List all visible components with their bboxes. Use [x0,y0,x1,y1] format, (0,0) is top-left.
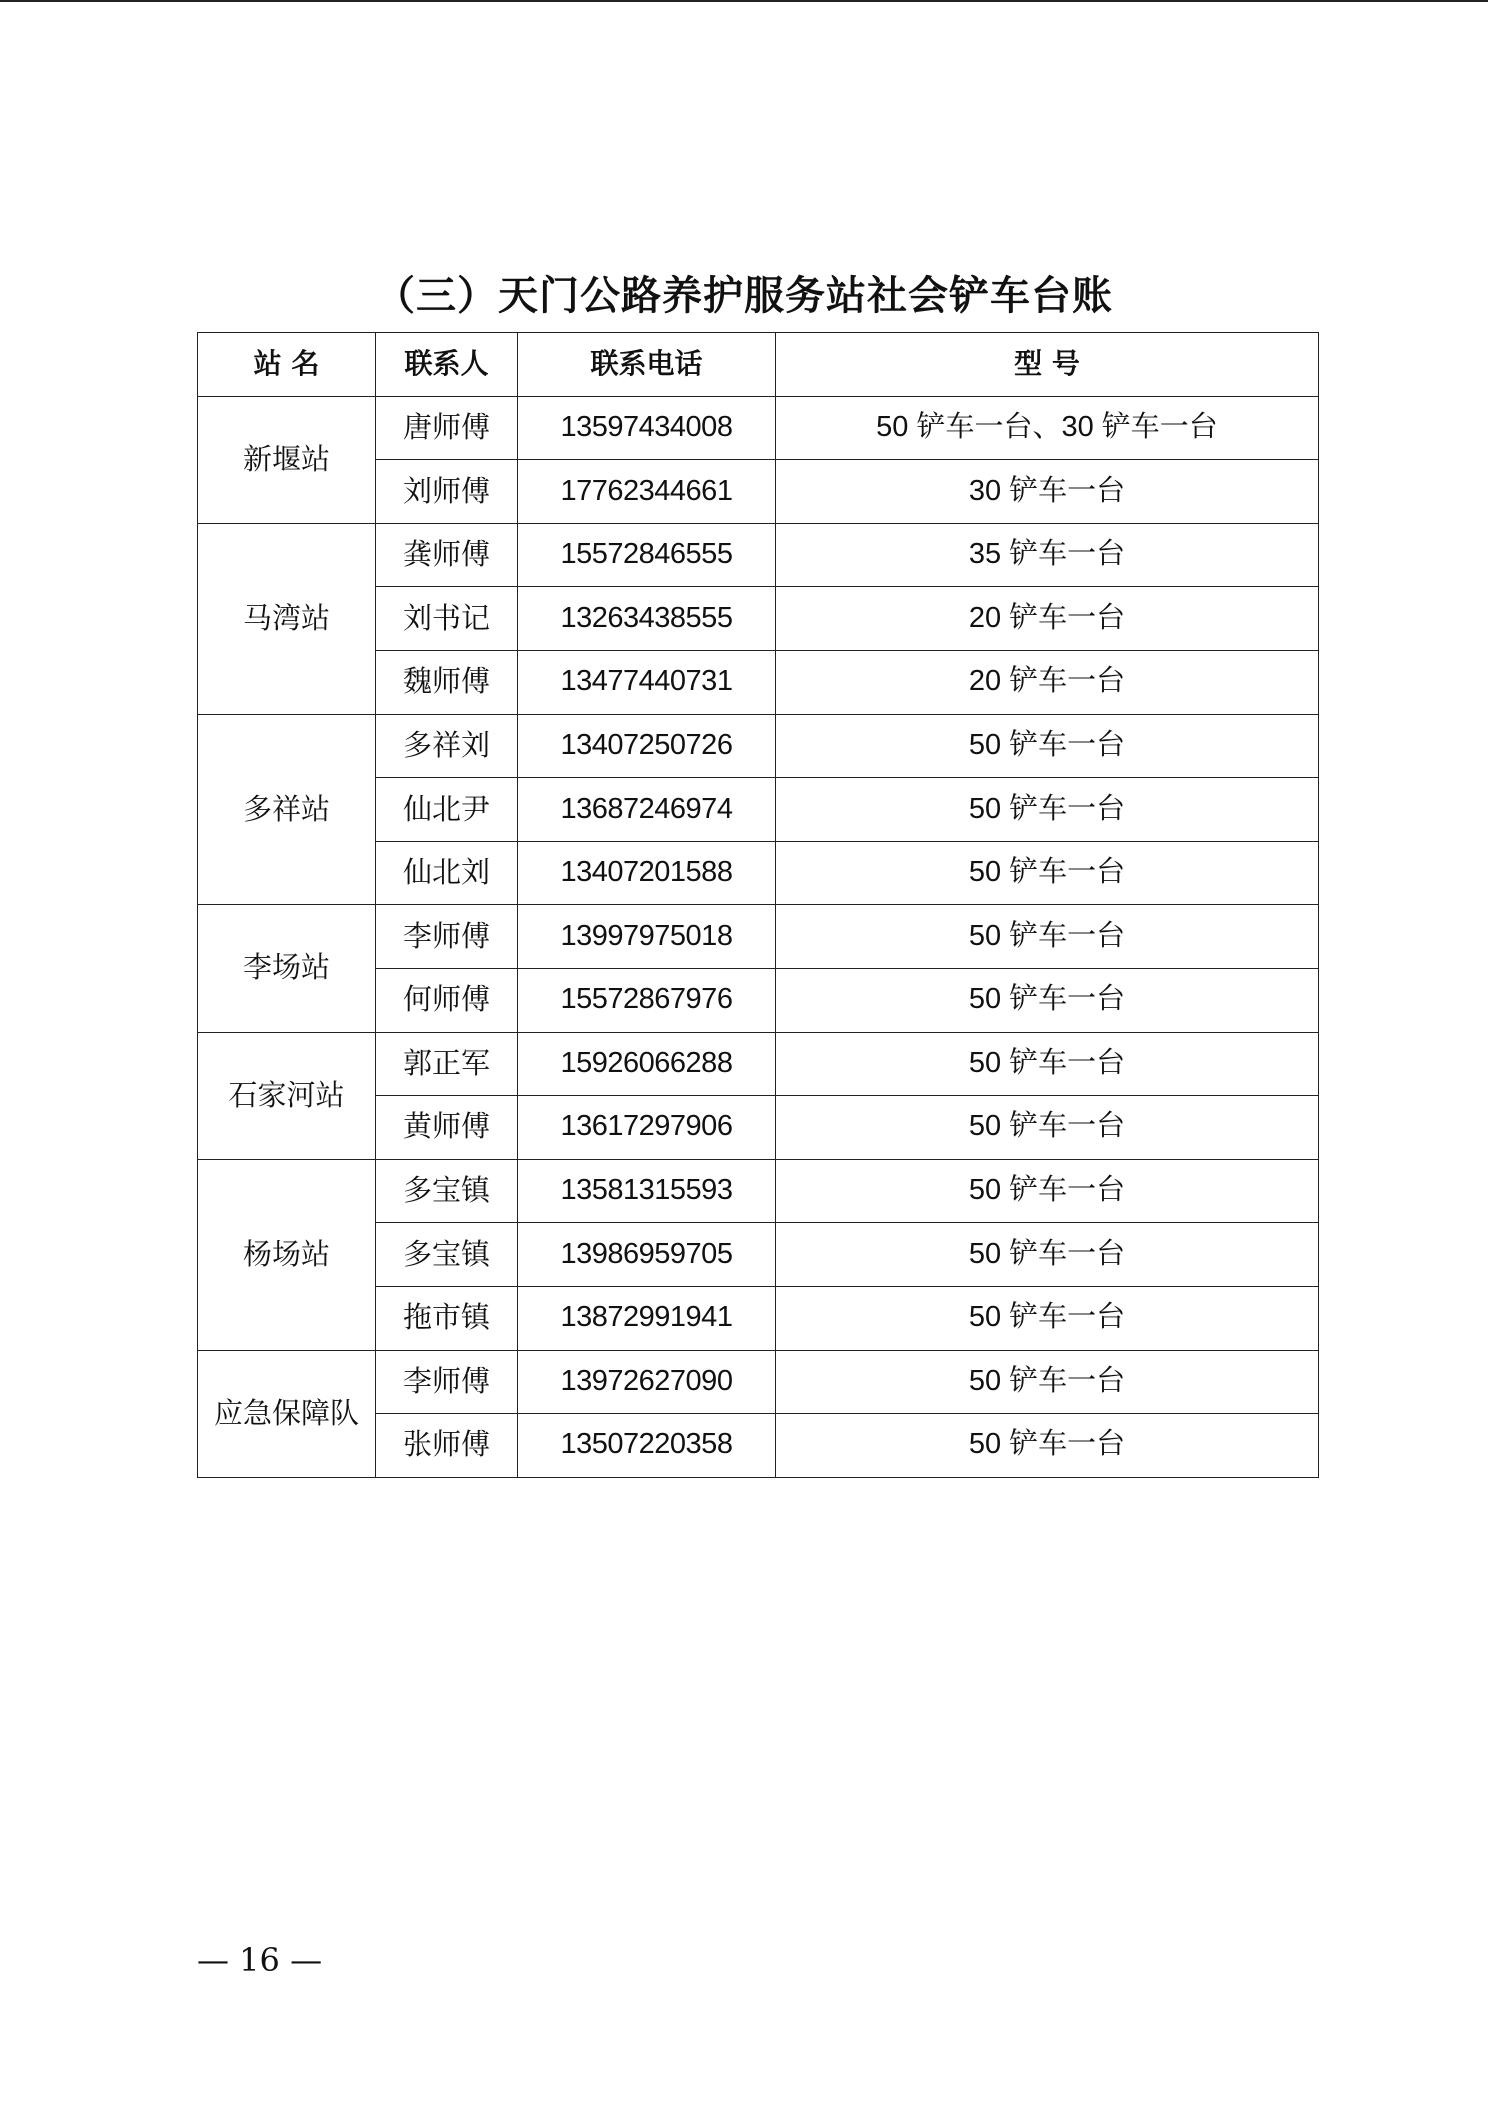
model-cell: 50 铲车一台 [776,968,1319,1032]
model-cell: 35 铲车一台 [776,523,1319,587]
table-row [198,1032,1319,1096]
model-cell: 50 铲车一台 [776,1223,1319,1287]
table-row [198,523,1319,587]
contact-cell: 多祥刘 [376,714,518,778]
contact-cell: 龚师傅 [376,523,518,587]
phone-cell: 13872991941 [518,1286,776,1350]
station-name-cell: 杨场站 [198,1159,376,1350]
loader-ledger-table [197,332,1319,1478]
phone-cell: 13477440731 [518,650,776,714]
phone-cell: 15926066288 [518,1032,776,1096]
phone-cell: 15572867976 [518,968,776,1032]
model-cell: 50 铲车一台 [776,841,1319,905]
phone-cell: 13972627090 [518,1350,776,1414]
contact-cell: 拖市镇 [376,1286,518,1350]
contact-cell: 多宝镇 [376,1223,518,1287]
header-contact: 联系人 [376,333,518,397]
station-name-cell: 李场站 [198,905,376,1032]
model-cell: 50 铲车一台、30 铲车一台 [776,396,1319,460]
model-cell: 50 铲车一台 [776,905,1319,969]
phone-cell: 15572846555 [518,523,776,587]
phone-cell: 13507220358 [518,1414,776,1478]
contact-cell: 何师傅 [376,968,518,1032]
model-cell: 20 铲车一台 [776,650,1319,714]
model-cell: 50 铲车一台 [776,1032,1319,1096]
contact-cell: 刘书记 [376,587,518,651]
table-body [198,396,1319,1477]
contact-cell: 仙北刘 [376,841,518,905]
station-name-cell: 应急保障队 [198,1350,376,1477]
contact-cell: 李师傅 [376,1350,518,1414]
header-model: 型 号 [776,333,1319,397]
model-cell: 50 铲车一台 [776,1159,1319,1223]
phone-cell: 13407250726 [518,714,776,778]
model-cell: 50 铲车一台 [776,778,1319,842]
header-station: 站 名 [198,333,376,397]
page-number: — 16 — [197,1941,323,1979]
model-cell: 50 铲车一台 [776,1350,1319,1414]
contact-cell: 李师傅 [376,905,518,969]
contact-cell: 魏师傅 [376,650,518,714]
table-row [198,396,1319,460]
phone-cell: 13407201588 [518,841,776,905]
model-cell: 50 铲车一台 [776,1096,1319,1160]
phone-cell: 17762344661 [518,460,776,524]
table-header-row [198,333,1319,397]
model-cell: 20 铲车一台 [776,587,1319,651]
contact-cell: 多宝镇 [376,1159,518,1223]
contact-cell: 郭正军 [376,1032,518,1096]
phone-cell: 13617297906 [518,1096,776,1160]
contact-cell: 张师傅 [376,1414,518,1478]
table-row [198,905,1319,969]
phone-cell: 13581315593 [518,1159,776,1223]
phone-cell: 13986959705 [518,1223,776,1287]
phone-cell: 13997975018 [518,905,776,969]
model-cell: 50 铲车一台 [776,714,1319,778]
table-row [198,1159,1319,1223]
phone-cell: 13687246974 [518,778,776,842]
model-cell: 50 铲车一台 [776,1414,1319,1478]
contact-cell: 唐师傅 [376,396,518,460]
station-name-cell: 新堰站 [198,396,376,523]
table-row [198,1350,1319,1414]
table-row [198,714,1319,778]
station-name-cell: 马湾站 [198,523,376,714]
phone-cell: 13597434008 [518,396,776,460]
header-phone: 联系电话 [518,333,776,397]
station-name-cell: 多祥站 [198,714,376,905]
page-top-border [0,0,1488,2]
station-name-cell: 石家河站 [198,1032,376,1159]
model-cell: 50 铲车一台 [776,1286,1319,1350]
contact-cell: 仙北尹 [376,778,518,842]
contact-cell: 黄师傅 [376,1096,518,1160]
document-title: （三）天门公路养护服务站社会铲车台账 [375,273,1113,319]
contact-cell: 刘师傅 [376,460,518,524]
phone-cell: 13263438555 [518,587,776,651]
model-cell: 30 铲车一台 [776,460,1319,524]
